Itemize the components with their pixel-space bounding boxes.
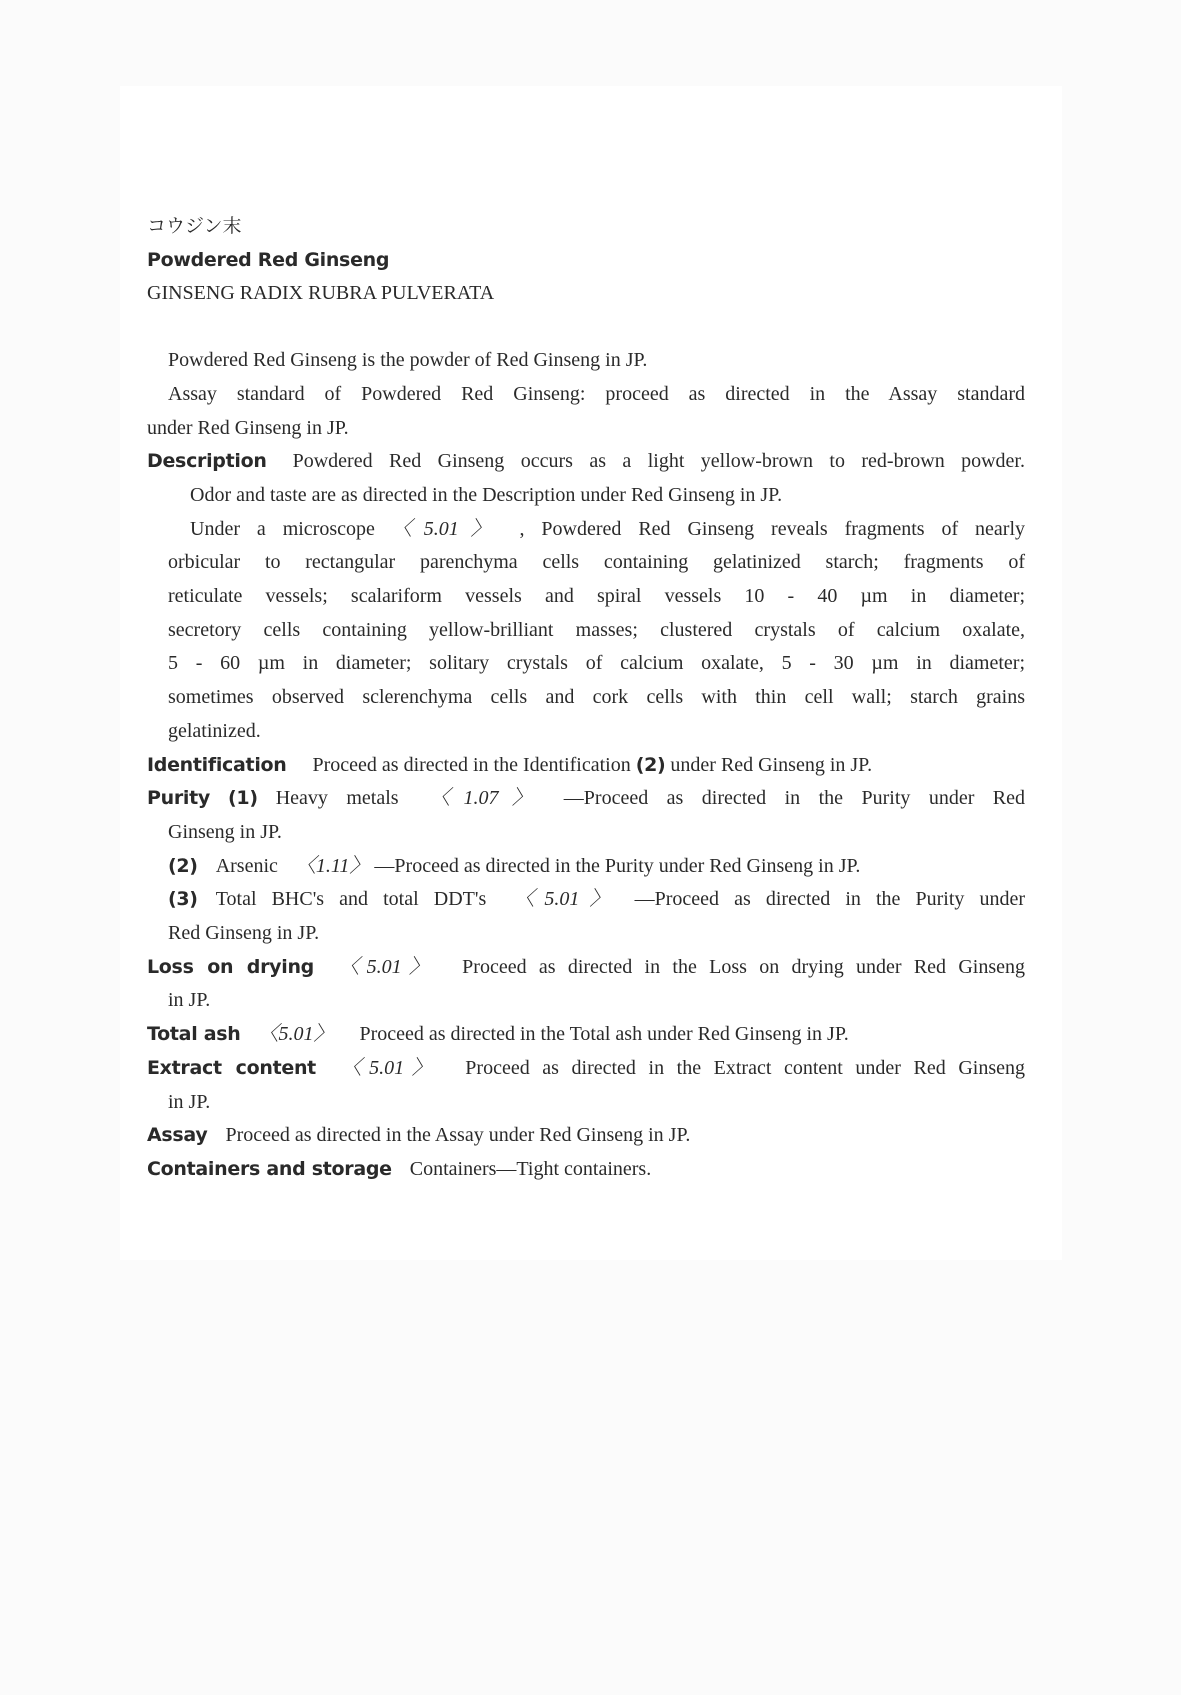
assay-heading: Assay — [147, 1124, 208, 1147]
description-line-3: Under a microscope 〈5.01〉 , Powdered Red Ginseng reveals fragments of nearly — [190, 517, 1026, 540]
loss-on-drying-section: Loss on drying 〈5.01〉 Proceed as directed in the Loss on drying under Red Ginseng — [147, 955, 1026, 978]
description-line-1: Powdered Red Ginseng occurs as a light yellow-brown to red-brown powder. — [292, 450, 1025, 473]
test-reference: 〈1.11〉 — [295, 854, 370, 877]
purity-item-3-cont: Red Ginseng in JP. — [168, 922, 320, 945]
test-reference: 〈5.01〉 — [504, 888, 620, 911]
identification-heading: Identification — [147, 753, 287, 776]
test-reference: 〈5.01〉 — [391, 517, 503, 540]
description-line-4: orbicular to rectangular parenchyma cells containing gelatinized starch; fragments of — [168, 551, 1025, 574]
purity-heading: Purity — [147, 787, 211, 810]
purity-item-1-cont: Ginseng in JP. — [168, 820, 282, 843]
purity-item-3: (3) Total BHC's and total DDT's 〈5.01〉 —Proceed as directed in the Purity under — [168, 888, 1025, 911]
assay-section: Assay Proceed as directed in the Assay under Red Ginseng in JP. — [147, 1124, 691, 1147]
loss-on-drying-cont: in JP. — [168, 989, 211, 1012]
japanese-name: コウジン末 — [147, 215, 242, 237]
identification-section: Identification Proceed as directed in the Identification (2) under Red Ginseng in JP. — [147, 753, 873, 776]
description-line-7: 5 - 60 µm in diameter; solitary crystals of calcium oxalate, 5 - 30 µm in diameter; — [168, 652, 1025, 675]
total-ash-section: Total ash 〈5.01〉 Proceed as directed in the Total ash under Red Ginseng in JP. — [147, 1023, 849, 1046]
description-heading: Description — [147, 450, 267, 473]
monograph-text — [147, 210, 1025, 1187]
description-section — [147, 445, 1025, 479]
purity-item-2: (2) Arsenic 〈1.11〉 —Proceed as directed in the Purity under Red Ginseng in JP. — [168, 854, 861, 877]
extract-content-heading: Extract content — [147, 1056, 316, 1079]
description-line-5: reticulate vessels; scalariform vessels and spiral vessels 10 - 40 µm in diameter; — [168, 585, 1025, 608]
test-reference: 〈5.01〉 — [331, 955, 437, 978]
test-reference: 〈1.07〉 — [416, 787, 546, 810]
intro-paragraph-2-cont: under Red Ginseng in JP. — [147, 416, 349, 439]
description-line-8: sometimes observed sclerenchyma cells and cork cells with thin cell wall; starch grains — [168, 686, 1025, 709]
extract-content-cont: in JP. — [168, 1090, 211, 1113]
extract-content-section: Extract content 〈5.01〉 Proceed as directed in the Extract content under Red Ginseng — [147, 1056, 1026, 1079]
total-ash-heading: Total ash — [147, 1023, 241, 1046]
intro-paragraph-1: Powdered Red Ginseng is the powder of Red Ginseng in JP. — [168, 349, 648, 372]
purity-item-1-number: (1) — [228, 787, 258, 810]
purity-item-1-label: Heavy metals — [275, 787, 399, 810]
description-line-2: Odor and taste are as directed in the Description under Red Ginseng in JP. — [190, 483, 783, 506]
identification-item-number: (2) — [635, 753, 666, 776]
test-reference: 〈5.01〉 — [258, 1023, 334, 1046]
purity-item-3-number: (3) — [168, 888, 198, 911]
containers-section: Containers and storage Containers—Tight containers. — [147, 1157, 652, 1180]
latin-name: GINSENG RADIX RUBRA PULVERATA — [147, 282, 495, 305]
test-reference: 〈5.01〉 — [333, 1056, 440, 1079]
description-line-6: secretory cells containing yellow-brilliant masses; clustered crystals of calcium oxalate, — [168, 618, 1025, 641]
containers-heading: Containers and storage — [147, 1157, 392, 1180]
spacer — [147, 311, 1025, 344]
purity-section: Purity (1) Heavy metals 〈1.07〉 —Proceed as directed in the Purity under Red — [147, 787, 1026, 810]
purity-item-2-number: (2) — [168, 854, 198, 877]
description-line-9: gelatinized. — [168, 719, 261, 742]
loss-on-drying-heading: Loss on drying — [147, 955, 314, 978]
intro-paragraph-2: Assay standard of Powdered Red Ginseng: proceed as directed in the Assay standard — [168, 382, 1025, 405]
monograph-title: Powdered Red Ginseng — [147, 248, 390, 271]
